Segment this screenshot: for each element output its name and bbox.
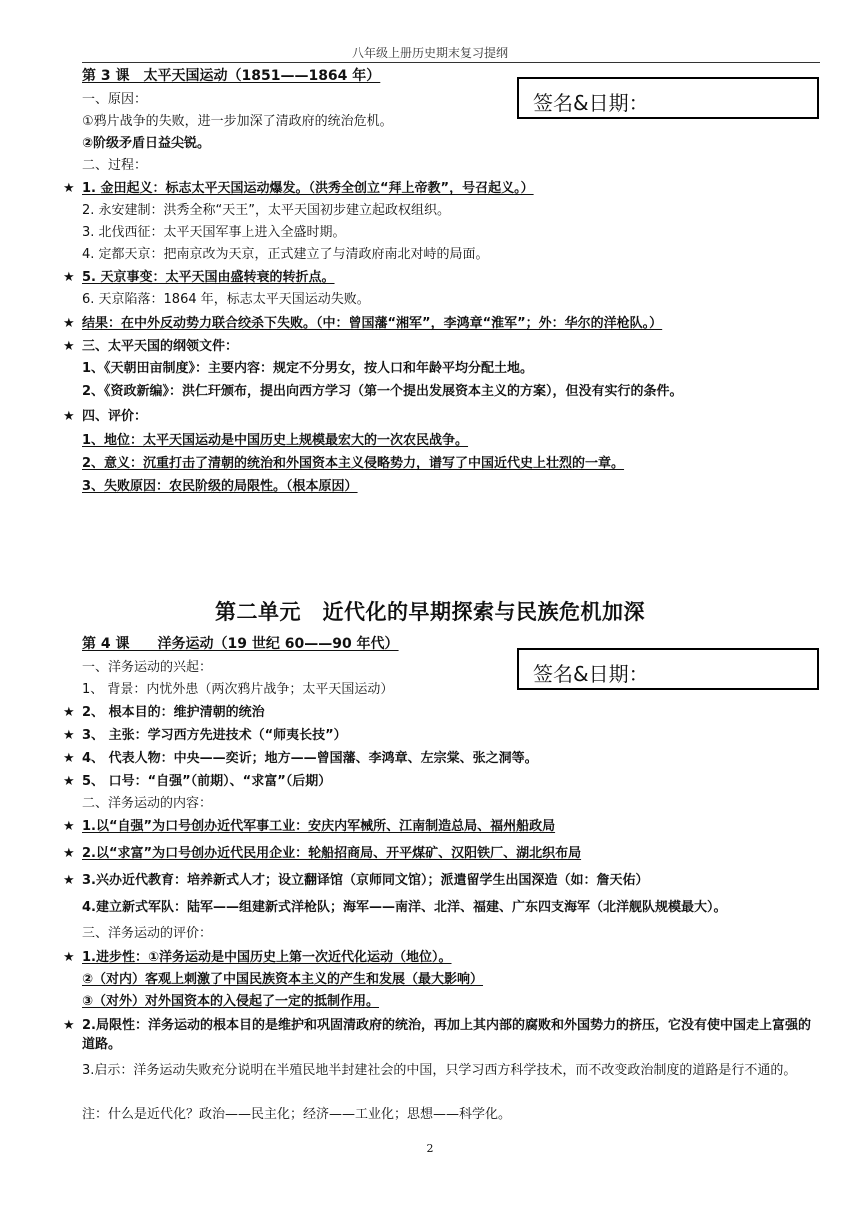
- star-icon: ★: [63, 873, 75, 888]
- list-item: 5. 天京事变：太平天国由盛转衰的转折点。: [82, 270, 335, 285]
- list-item: 1、地位：太平天国运动是中国历史上规模最宏大的一次农民战争。: [82, 433, 469, 448]
- list-item: 2.以“求富”为口号创办近代民用企业：轮船招商局、开平煤矿、汉阳铁厂、湖北织布局: [82, 846, 582, 861]
- list-item: 6. 天京陷落：1864 年，标志太平天国运动失败。: [82, 292, 370, 307]
- paragraph: 3.启示：洋务运动失败充分说明在半殖民地半封建社会的中国，只学习西方科学技术，而不改变政治制度的道路是行不通的。: [82, 1063, 797, 1078]
- signature-label: 签名&日期：: [533, 662, 649, 686]
- paragraph: 2.局限性：洋务运动的根本目的是维护和巩固清政府的统治，再加上其内部的腐败和外国势力的挤压，它没有使中国走上富强的道路。: [82, 1018, 811, 1052]
- list-item: ①鸦片战争的失败，进一步加深了清政府的统治危机。: [82, 114, 393, 129]
- list-item: ③（对外）对外国资本的入侵起了一定的抵制作用。: [82, 994, 380, 1009]
- signature-box-1[interactable]: [517, 77, 819, 119]
- star-icon: ★: [63, 846, 75, 861]
- section-heading: 二、过程：: [82, 158, 148, 173]
- star-icon: ★: [63, 316, 75, 331]
- star-icon: ★: [63, 751, 75, 766]
- star-icon: ★: [63, 181, 75, 196]
- list-item: 2、《资政新编》：洪仁玕颁布，提出向西方学习（第一个提出发展资本主义的方案），但没有实行的条件。: [82, 384, 683, 399]
- list-item: 3.兴办近代教育：培养新式人才；设立翻译馆（京师同文馆）；派遣留学生出国深造（如：詹天佑）: [82, 873, 649, 888]
- section-heading: 三、洋务运动的评价：: [82, 926, 213, 941]
- section-heading: 一、洋务运动的兴起：: [82, 660, 213, 675]
- section-heading: 四、评价：: [82, 409, 148, 424]
- star-icon: ★: [63, 774, 75, 789]
- section-heading: 三、太平天国的纲领文件：: [82, 339, 239, 354]
- page-number: 2: [426, 1142, 434, 1155]
- list-item: 1.进步性：①洋务运动是中国历史上第一次近代化运动（地位）。: [82, 950, 452, 965]
- lesson-4-title: 第 4 课 洋务运动（19 世纪 60——90 年代）: [82, 636, 399, 652]
- list-item: 2、意义：沉重打击了清朝的统治和外国资本主义侵略势力，谱写了中国近代史上壮烈的一章。: [82, 456, 625, 471]
- note: 注：什么是近代化？政治——民主化；经济——工业化；思想——科学化。: [82, 1107, 512, 1122]
- list-item: 3、失败原因：农民阶级的局限性。（根本原因）: [82, 479, 358, 494]
- section-heading: 二、洋务运动的内容：: [82, 796, 213, 811]
- lesson-3-title: 第 3 课 太平天国运动（1851——1864 年）: [82, 68, 381, 84]
- list-item: 1.以“自强”为口号创办近代军事工业：安庆内军械所、江南制造总局、福州船政局: [82, 819, 556, 834]
- list-item: 4.建立新式军队：陆军——组建新式洋枪队；海军——南洋、北洋、福建、广东四支海军（北洋舰队规模最大）。: [82, 900, 727, 915]
- list-item: 2. 永安建制：洪秀全称“天王”，太平天国初步建立起政权组织。: [82, 203, 451, 218]
- star-icon: ★: [63, 1018, 75, 1033]
- section-heading: 一、原因：: [82, 92, 148, 107]
- star-icon: ★: [63, 339, 75, 354]
- star-icon: ★: [63, 950, 75, 965]
- list-item: 1. 金田起义：标志太平天国运动爆发。（洪秀全创立“拜上帝教”，号召起义。）: [82, 181, 534, 196]
- list-item: 3、 主张：学习西方先进技术（“师夷长技”）: [82, 728, 347, 743]
- list-item: 3. 北伐西征：太平天国军事上进入全盛时期。: [82, 225, 346, 240]
- star-icon: ★: [63, 705, 75, 720]
- star-icon: ★: [63, 819, 75, 834]
- list-item: ②（对内）客观上刺激了中国民族资本主义的产生和发展（最大影响）: [82, 972, 484, 987]
- page-header: 八年级上册历史期末复习提纲: [351, 46, 508, 60]
- list-item: 1、 背景：内忧外患（两次鸦片战争；太平天国运动）: [82, 682, 394, 697]
- star-icon: ★: [63, 728, 75, 743]
- list-item: ②阶级矛盾日益尖锐。: [82, 136, 211, 151]
- unit-title: 第二单元 近代化的早期探索与民族危机加深: [215, 600, 645, 624]
- signature-box-2[interactable]: [517, 648, 819, 690]
- list-item: 4、 代表人物：中央——奕䜣；地方——曾国藩、李鸿章、左宗棠、张之洞等。: [82, 751, 538, 766]
- list-item: 4. 定都天京：把南京改为天京，正式建立了与清政府南北对峙的局面。: [82, 247, 489, 262]
- header-rule: [82, 62, 820, 63]
- list-item: 结果：在中外反动势力联合绞杀下失败。（中：曾国藩“湘军”，李鸿章“淮军”；外：华尔的洋枪队。）: [82, 316, 663, 331]
- star-icon: ★: [63, 409, 75, 424]
- star-icon: ★: [63, 270, 75, 285]
- list-item: 1、《天朝田亩制度》：主要内容：规定不分男女，按人口和年龄平均分配土地。: [82, 361, 534, 376]
- list-item: 2、 根本目的：维护清朝的统治: [82, 705, 265, 720]
- signature-label: 签名&日期：: [533, 91, 649, 115]
- list-item: 5、 口号：“自强”（前期）、“求富”（后期）: [82, 774, 332, 789]
